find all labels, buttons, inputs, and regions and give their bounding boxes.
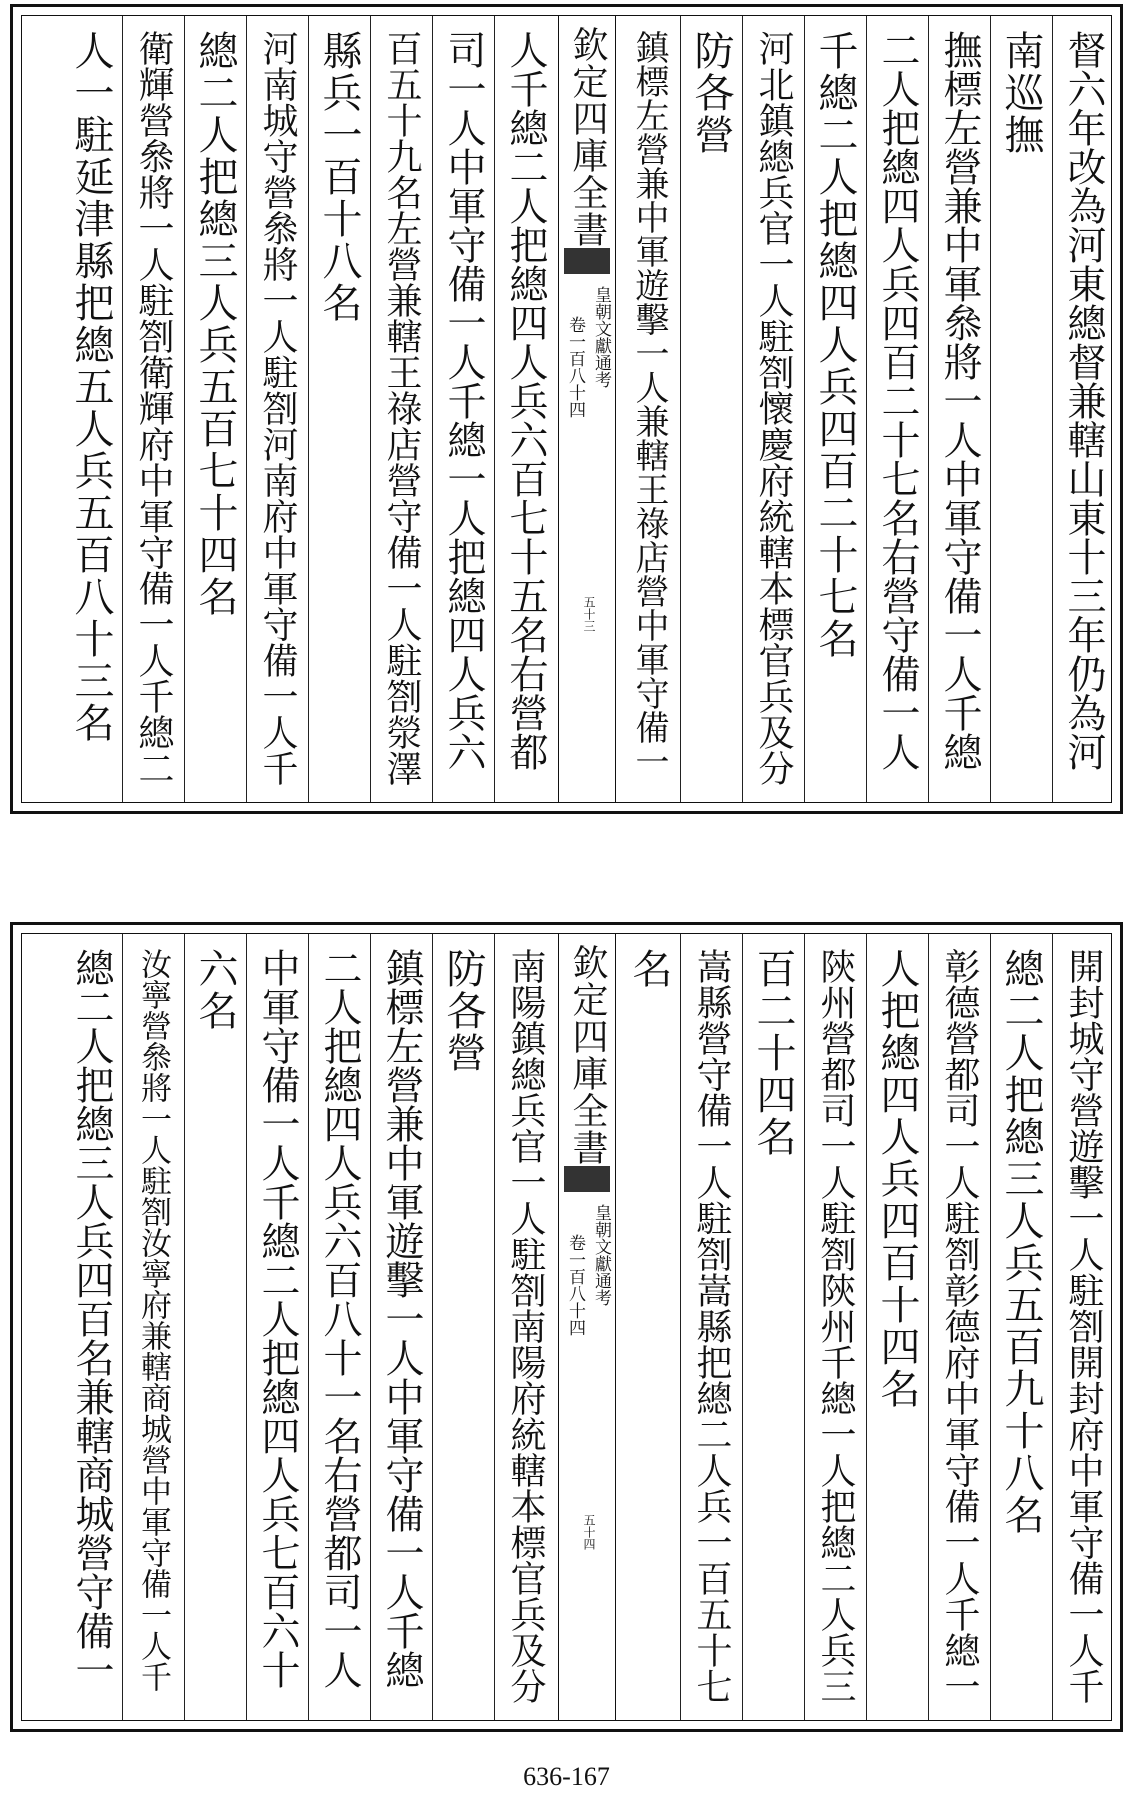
folio-number: 五十三 — [582, 596, 596, 632]
top-page-frame — [21, 15, 1112, 803]
column — [370, 16, 432, 802]
column-text: 百二十四名 — [750, 948, 796, 1158]
column-text: 六名 — [192, 948, 238, 1032]
column — [928, 16, 990, 802]
column — [866, 934, 928, 1720]
column-text: 防各營 — [440, 948, 486, 1074]
column-text: 中軍守備一人千總二人把總四人兵七百六十 — [255, 948, 300, 1689]
work-title: 皇朝文獻通考 — [591, 1204, 611, 1306]
column-text: 總二人把總三人兵五百九十八名 — [998, 948, 1044, 1536]
column-text: 南巡撫 — [998, 30, 1044, 156]
column-text: 防各營 — [688, 30, 734, 156]
column-text: 彰德營都司一人駐劄彰德府中軍守備一人千總一 — [939, 948, 980, 1704]
book-title: 欽定四庫全書 — [567, 944, 608, 1166]
folio-number: 五十四 — [582, 1514, 596, 1550]
column — [990, 16, 1052, 802]
column — [618, 934, 680, 1720]
column — [494, 16, 556, 802]
column-text: 河北鎮總兵官一人駐劄懷慶府統轄本標官兵及分 — [753, 30, 794, 786]
column-text: 撫標左營兼中軍叅將一人中軍守備一人千總 — [937, 30, 982, 771]
column-text: 人千總二人把總四人兵六百七十五名右營都 — [503, 30, 548, 771]
column — [432, 16, 494, 802]
column — [494, 934, 556, 1720]
bottom-page — [10, 922, 1123, 1732]
bottom-page-frame — [21, 933, 1112, 1721]
column-text: 鎮標左營兼中軍遊擊一人中軍守備一人千總 — [379, 948, 424, 1689]
column — [1052, 16, 1114, 802]
column — [308, 934, 370, 1720]
column-text: 汝寧營叅將一人駐劄汝寧府兼轄商城營中軍守備一人千 — [135, 948, 171, 1692]
work-title: 皇朝文獻通考 — [591, 286, 611, 388]
column — [680, 16, 742, 802]
fish-tail-mark — [564, 248, 610, 274]
column-text: 名 — [626, 948, 672, 990]
column-text: 司一人中軍守備一人千總一人把總四人兵六 — [441, 30, 486, 771]
column — [866, 16, 928, 802]
column — [680, 934, 742, 1720]
column — [618, 16, 680, 802]
column-text: 衛輝營叅將一人駐劄衛輝府中軍守備一人千總二 — [133, 30, 174, 786]
fish-tail-mark — [564, 1166, 610, 1192]
column — [246, 16, 308, 802]
column — [246, 934, 308, 1720]
column-text: 總二人把總三人兵五百七十四名 — [192, 30, 238, 618]
column-text: 南陽鎮總兵官一人駐劄南陽府統轄本標官兵及分 — [505, 948, 546, 1704]
column — [804, 16, 866, 802]
spine-column — [558, 934, 616, 1720]
column-text: 嵩縣營守備一人駐劄嵩縣把總二人兵一百五十七 — [691, 948, 732, 1704]
column — [1052, 934, 1114, 1720]
column-text: 陝州營都司一人駐劄陝州千總一人把總二人兵三 — [815, 948, 856, 1704]
column — [990, 934, 1052, 1720]
column-text: 縣兵一百十八名 — [316, 30, 362, 324]
column — [370, 934, 432, 1720]
column-text: 二人把總四人兵四百二十七名右營守備一人 — [875, 30, 920, 771]
column-text: 百五十九名左營兼轄王祿店營守備一人駐劄滎澤 — [381, 30, 422, 786]
column — [122, 934, 184, 1720]
column — [308, 16, 370, 802]
column — [928, 934, 990, 1720]
column — [742, 16, 804, 802]
column — [742, 934, 804, 1720]
column — [122, 16, 184, 802]
column-text: 人把總四人兵四百十四名 — [874, 948, 920, 1410]
spine-column — [558, 16, 616, 802]
column-text: 總二人把總三人兵四百名兼轄商城營守備一 — [69, 948, 114, 1689]
column-text: 河南城守營叅將一人駐劄河南府中軍守備一人千 — [257, 30, 298, 786]
column-text: 開封城守營遊擊一人駐劄開封府中軍守備一人千 — [1063, 948, 1104, 1704]
column-text: 鎮標左營兼中軍遊擊一人兼轄王祿店營中軍守備一 — [629, 30, 669, 778]
column — [60, 934, 122, 1720]
chapter-label: 卷一百八十四 — [565, 1234, 585, 1336]
book-title: 欽定四庫全書 — [567, 26, 608, 248]
column-text: 千總二人把總四人兵四百二十七名 — [812, 30, 858, 660]
column — [184, 934, 246, 1720]
top-page — [10, 4, 1123, 814]
chapter-label: 卷一百八十四 — [565, 316, 585, 418]
column — [432, 934, 494, 1720]
column — [184, 16, 246, 802]
column-text: 人一駐延津縣把總五人兵五百八十三名 — [68, 30, 114, 744]
column — [60, 16, 122, 802]
column-text: 二人把總四人兵六百八十一名右營都司一人 — [317, 948, 362, 1689]
page-number: 636-167 — [523, 1762, 610, 1791]
column-text: 督六年改為河東總督兼轄山東十三年仍為河 — [1061, 30, 1106, 771]
column — [804, 934, 866, 1720]
